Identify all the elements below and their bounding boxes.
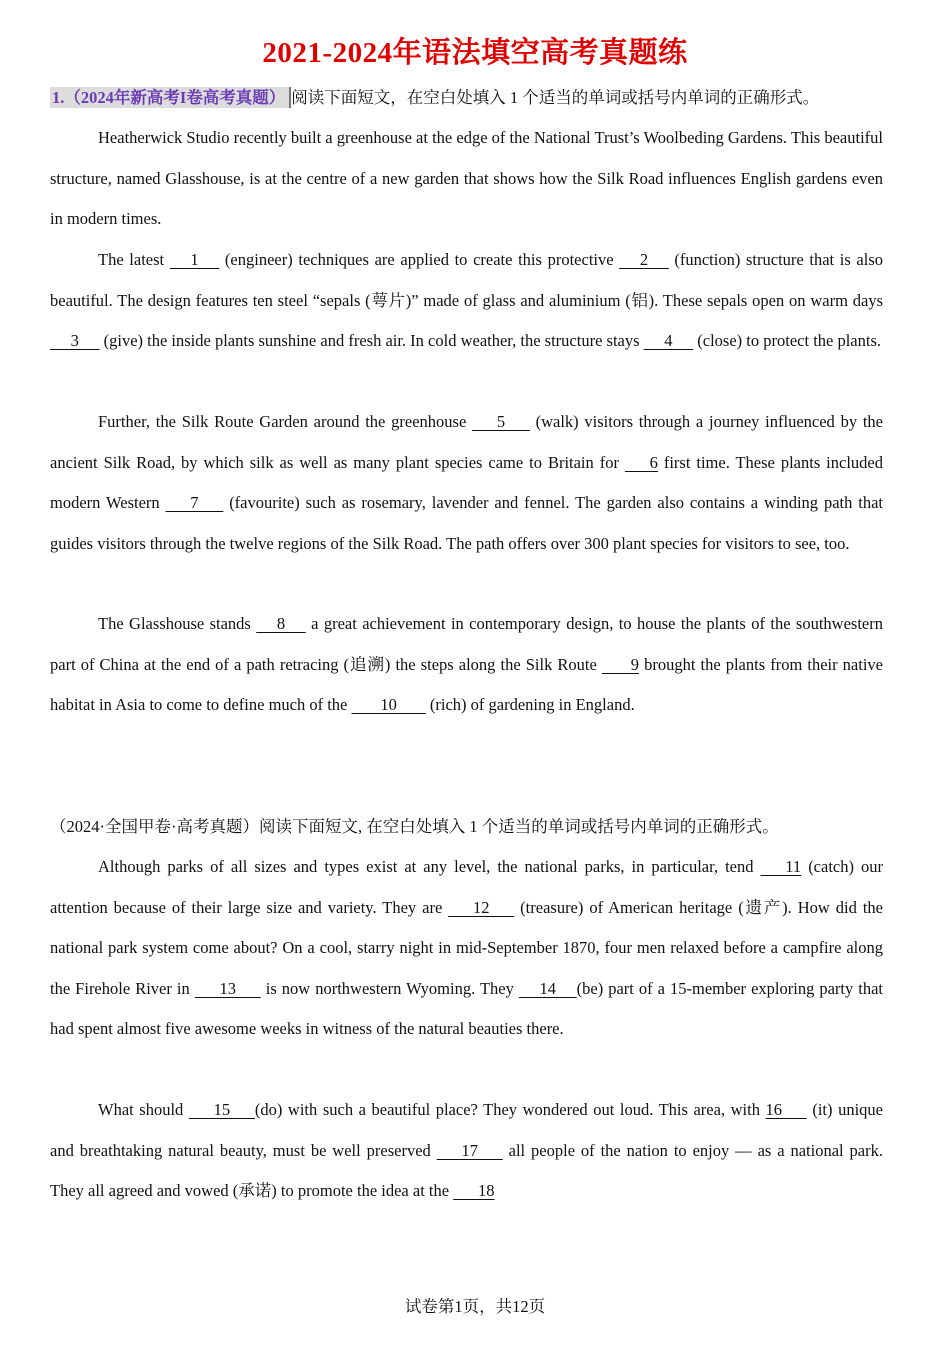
q1-paragraph-4: The Glasshouse stands 8 a great achievement in contemporary design, to house the plants of the southwestern part of China at the end of a path retracing (追溯) the steps along the Silk Route 9 brought the plants from their native habitat in Asia to come to define much of the 10 (rich) of gardening in England. xyxy=(50,604,883,726)
q2-paragraph-2: What should 15 (do) with such a beautiful place? They wondered out loud. This area, with 16 (it) unique and breathtaking natural beauty, must be well preserved 17 all people of the nation to enjoy — as a national park. They all agreed and vowed (承诺) to promote the idea at the 18 xyxy=(50,1090,883,1212)
question-1-header xyxy=(50,86,895,110)
blank-11[interactable]: 11 xyxy=(760,857,802,876)
blank-9[interactable]: 9 xyxy=(601,654,640,674)
blank-17[interactable]: 17 xyxy=(436,1140,503,1160)
blank-18[interactable]: 18 xyxy=(453,1181,495,1200)
blank-7[interactable]: 7 xyxy=(165,493,224,512)
question-1-instruction: 阅读下面短文，在空白处填入 1 个适当的单词或括号内单词的正确形式。 xyxy=(291,88,820,107)
q1-paragraph-3: Further, the Silk Route Garden around the greenhouse 5 (walk) visitors through a journey influenced by the ancient Silk Road, by which silk as well as many plant species came to Britain for 6 first time. These plants included modern Western 7 (favourite) such as rosemary, lavender and fennel. The garden also contains a winding path that guides visitors through the twelve regions of the Silk Road. The path offers over 300 plant species for visitors to see, too. xyxy=(50,402,883,564)
blank-5[interactable]: 5 xyxy=(472,412,530,431)
blank-16[interactable]: 16 xyxy=(765,1100,807,1119)
blank-8[interactable]: 8 xyxy=(256,614,306,633)
question-2-instruction: （2024·全国甲卷·高考真题）阅读下面短文, 在空白处填入 1 个适当的单词或括号内单词的正确形式。 xyxy=(50,817,779,836)
blank-6[interactable]: 6 xyxy=(624,452,658,472)
blank-2[interactable]: 2 xyxy=(619,250,669,269)
blank-15[interactable]: 15 xyxy=(188,1100,255,1119)
q1-paragraph-2: The latest 1 (engineer) techniques are applied to create this protective 2 (function) structure that is also beautiful. The design features ten steel “sepals (萼片)” made of glass and aluminium (铝). These sepals open on warm days 3 (give) the inside plants sunshine and fresh air. In cold weather, the structure stays 4 (close) to protect the plants. xyxy=(50,240,883,362)
question-1-label: 1.（2024年新高考I卷高考真题） xyxy=(50,87,291,108)
blank-1[interactable]: 1 xyxy=(169,250,220,269)
blank-13[interactable]: 13 xyxy=(194,978,261,998)
blank-10[interactable]: 10 xyxy=(351,695,426,714)
blank-3[interactable]: 3 xyxy=(50,331,100,350)
blank-4[interactable]: 4 xyxy=(643,331,694,350)
blank-14[interactable]: 14 xyxy=(518,978,577,998)
q1-paragraph-1: Heatherwick Studio recently built a greenhouse at the edge of the National Trust’s Woolbeding Gardens. This beautiful structure, named Glasshouse, is at the centre of a new garden that shows how the Silk Road influences English gardens even in modern times. xyxy=(50,128,883,228)
page-footer: 试卷第1页，共12页 xyxy=(404,1297,546,1316)
blank-12[interactable]: 12 xyxy=(448,897,515,917)
page-title: 2021-2024年语法填空高考真题练 xyxy=(262,37,688,69)
q2-paragraph-1: Although parks of all sizes and types exist at any level, the national parks, in particular, tend 11 (catch) our attention because of their large size and variety. They are 12 (treasure) of American heritage (遗产). How did the national park system come about? On a cool, starry night in mid-September 1870, four men relaxed before a campfire along the Firehole River in 13 is now northwestern Wyoming. They 14 (be) part of a 15-member exploring party that had spent almost five awesome weeks in witness of the natural beauties there. xyxy=(50,847,883,1050)
